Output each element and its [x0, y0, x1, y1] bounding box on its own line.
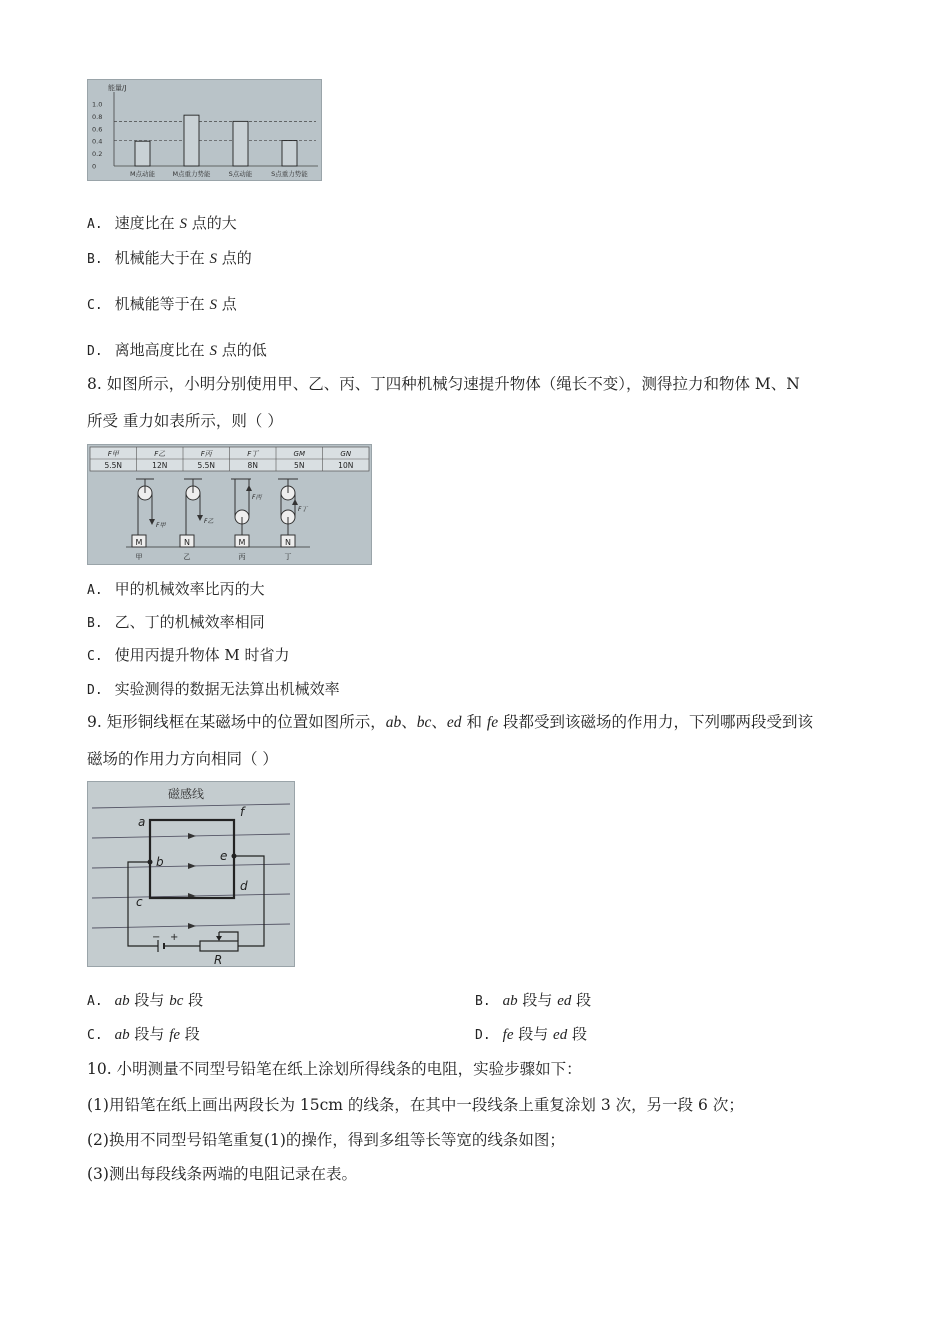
- table-value: 5.5N: [104, 461, 123, 470]
- pulley-svg: [88, 445, 371, 564]
- table-header: GM: [293, 450, 305, 458]
- field-lines-label: 磁感线: [168, 787, 205, 801]
- option-letter: A.: [87, 217, 103, 232]
- option-text: 点的低: [221, 341, 267, 359]
- option-letter: D.: [475, 1028, 491, 1043]
- q10-stem-line1: 10. 小明测量不同型号铅笔在纸上涂划所得线条的电阻，实验步骤如下：: [87, 1060, 582, 1078]
- bar-2: [233, 121, 248, 166]
- q8-option-c[interactable]: [87, 645, 290, 667]
- rheostat: [200, 941, 238, 951]
- option-letter: B.: [475, 994, 491, 1009]
- chart-ylabel: 能量/J: [108, 84, 127, 92]
- q9-option-a[interactable]: [87, 990, 203, 1012]
- option-text: 点: [221, 295, 237, 313]
- category-label: S点动能: [228, 170, 253, 178]
- q9-sep: 、: [401, 713, 417, 731]
- q9-option-c[interactable]: [87, 1024, 200, 1046]
- option-text: 使用丙提升物体 M 时省力: [114, 646, 290, 664]
- option-text: 段与: [129, 1025, 170, 1043]
- force-label: F丙: [252, 494, 262, 501]
- option-var: S: [209, 297, 217, 313]
- junction-b: [148, 860, 153, 865]
- option-var: S: [209, 251, 217, 267]
- option-var: fe: [169, 1027, 181, 1043]
- q10-step-1: (1)用铅笔在纸上画出两段长为 15cm 的线条，在其中一段线条上重复涂划 3 次，另一段 6 次；: [87, 1096, 744, 1114]
- option-letter: C.: [87, 1028, 103, 1043]
- option-text: 机械能等于在: [114, 295, 205, 313]
- q7-option-c[interactable]: [87, 294, 237, 316]
- option-letter: B.: [87, 252, 103, 267]
- mechanism-label: 甲: [135, 553, 143, 561]
- point-label-f: f: [240, 805, 245, 819]
- table-value: 8N: [247, 461, 258, 470]
- q8-option-b[interactable]: [87, 612, 265, 634]
- field-arrow-1: [188, 833, 196, 839]
- q9-sep: 和: [461, 713, 487, 731]
- q7-option-a[interactable]: [87, 213, 237, 235]
- table-value: 12N: [152, 461, 168, 470]
- point-label-d: d: [240, 879, 248, 893]
- q9-text: 段都受到该磁场的作用力，下列哪两段受到该: [498, 713, 814, 731]
- battery-plus: +: [170, 932, 179, 943]
- force-label: F甲: [156, 522, 166, 529]
- point-label-b: b: [156, 855, 164, 869]
- mechanism-label: 丙: [238, 553, 246, 561]
- field-arrow-4: [188, 923, 196, 929]
- mechanism-label: 乙: [183, 553, 191, 561]
- bar-0: [135, 141, 150, 166]
- option-letter: C.: [87, 298, 103, 313]
- magnetic-field-figure: [87, 781, 295, 967]
- point-label-c: c: [136, 895, 143, 909]
- junction-e: [232, 854, 237, 859]
- battery-minus: −: [152, 932, 161, 943]
- block-label: N: [285, 538, 291, 547]
- category-label: M点重力势能: [172, 170, 211, 178]
- option-text: 段: [183, 991, 204, 1009]
- bar-3: [282, 141, 297, 166]
- q8-option-a[interactable]: [87, 579, 265, 601]
- option-var: S: [209, 343, 217, 359]
- option-var: ed: [553, 1027, 568, 1043]
- table-value: 5N: [294, 461, 305, 470]
- option-text: 甲的机械效率比丙的大: [114, 580, 265, 598]
- option-letter: A.: [87, 583, 103, 598]
- option-letter: D.: [87, 344, 103, 359]
- q9-seg-ed: ed: [446, 714, 462, 731]
- q9-option-d[interactable]: [475, 1024, 587, 1046]
- option-text: 点的大: [191, 214, 237, 232]
- energy-chart-svg: [88, 80, 321, 180]
- option-letter: D.: [87, 683, 103, 698]
- arrow-yi: [197, 515, 203, 521]
- force-label: F乙: [204, 518, 214, 525]
- option-text: 段: [571, 991, 592, 1009]
- option-var: S: [179, 216, 187, 232]
- q8-stem-line1: 8. 如图所示，小明分别使用甲、乙、丙、丁四种机械匀速提升物体（绳长不变），测得拉力和物体 M、N: [87, 375, 800, 393]
- arrow-ding: [292, 499, 298, 505]
- category-label: M点动能: [129, 170, 156, 178]
- option-text: 实验测得的数据无法算出机械效率: [114, 680, 340, 698]
- table-header: GN: [340, 450, 352, 458]
- block-label: M: [238, 538, 246, 547]
- q10-step-3: (3)测出每段线条两端的电阻记录在表。: [87, 1165, 357, 1183]
- q9-text: 9. 矩形铜线框在某磁场中的位置如图所示，: [87, 713, 386, 731]
- option-text: 段与: [517, 991, 558, 1009]
- force-label: F丁: [298, 506, 308, 513]
- option-text: 段与: [513, 1025, 554, 1043]
- option-var: ed: [557, 993, 572, 1009]
- pulley-figure: [87, 444, 372, 565]
- q9-stem-line1: [87, 712, 813, 733]
- option-text: 段: [567, 1025, 587, 1043]
- q8-option-d[interactable]: [87, 679, 340, 701]
- q9-seg-fe: fe: [486, 714, 499, 731]
- category-label: S点重力势能: [271, 170, 308, 178]
- q9-option-b[interactable]: [475, 990, 591, 1012]
- option-text: 段: [180, 1025, 200, 1043]
- option-text: 机械能大于在: [114, 249, 205, 267]
- energy-bar-chart: [87, 79, 322, 181]
- point-label-a: a: [138, 815, 146, 829]
- option-text: 乙、丁的机械效率相同: [114, 613, 265, 631]
- table-value: 5.5N: [197, 461, 216, 470]
- option-text: 离地高度比在: [114, 341, 205, 359]
- option-letter: A.: [87, 994, 103, 1009]
- q9-seg-bc: bc: [416, 714, 432, 731]
- arrow-jia: [149, 519, 155, 525]
- slider-arrow: [216, 936, 222, 941]
- table-header: F乙: [154, 450, 166, 458]
- q9-sep: 、: [431, 713, 447, 731]
- option-var: fe: [502, 1027, 514, 1043]
- q9-seg-ab: ab: [385, 714, 402, 731]
- point-label-e: e: [220, 849, 228, 863]
- q9-stem-line2: 磁场的作用力方向相同（ ）: [87, 750, 278, 768]
- mechanism-label: 丁: [284, 553, 292, 561]
- option-var: ab: [114, 1027, 130, 1043]
- option-text: 点的: [221, 249, 252, 267]
- option-text: 段与: [129, 991, 170, 1009]
- block-label: M: [135, 538, 143, 547]
- table-header: F丁: [247, 450, 259, 458]
- table-header: F丙: [200, 450, 212, 458]
- field-arrow-2: [188, 863, 196, 869]
- q8-stem-line2: 所受 重力如表所示，则（ ）: [87, 412, 283, 430]
- option-letter: B.: [87, 616, 103, 631]
- y-tick-label: 0.6: [92, 125, 103, 134]
- q10-step-2: (2)换用不同型号铅笔重复(1)的操作，得到多组等长等宽的线条如图；: [87, 1131, 565, 1149]
- resistor-label: R: [214, 953, 223, 966]
- magnetic-svg: [88, 782, 294, 966]
- table-header: F甲: [107, 450, 119, 458]
- q7-option-b[interactable]: [87, 248, 252, 270]
- field-line-1: [92, 804, 290, 808]
- y-tick-label: 0.2: [92, 150, 103, 159]
- arrow-bing: [246, 485, 252, 491]
- y-tick-label: 1.0: [92, 100, 103, 109]
- table-value: 10N: [338, 461, 354, 470]
- y-tick-label: 0.4: [92, 137, 103, 146]
- y-tick-label: 0.8: [92, 112, 103, 121]
- block-label: N: [184, 538, 190, 547]
- option-text: 速度比在: [114, 214, 175, 232]
- slider-wire: [219, 932, 238, 941]
- q7-option-d[interactable]: [87, 340, 267, 362]
- bar-1: [184, 115, 199, 166]
- option-var: ab: [114, 993, 130, 1009]
- option-letter: C.: [87, 649, 103, 664]
- option-var: ab: [502, 993, 518, 1009]
- y-tick-label: 0: [92, 162, 97, 171]
- option-var: bc: [169, 993, 184, 1009]
